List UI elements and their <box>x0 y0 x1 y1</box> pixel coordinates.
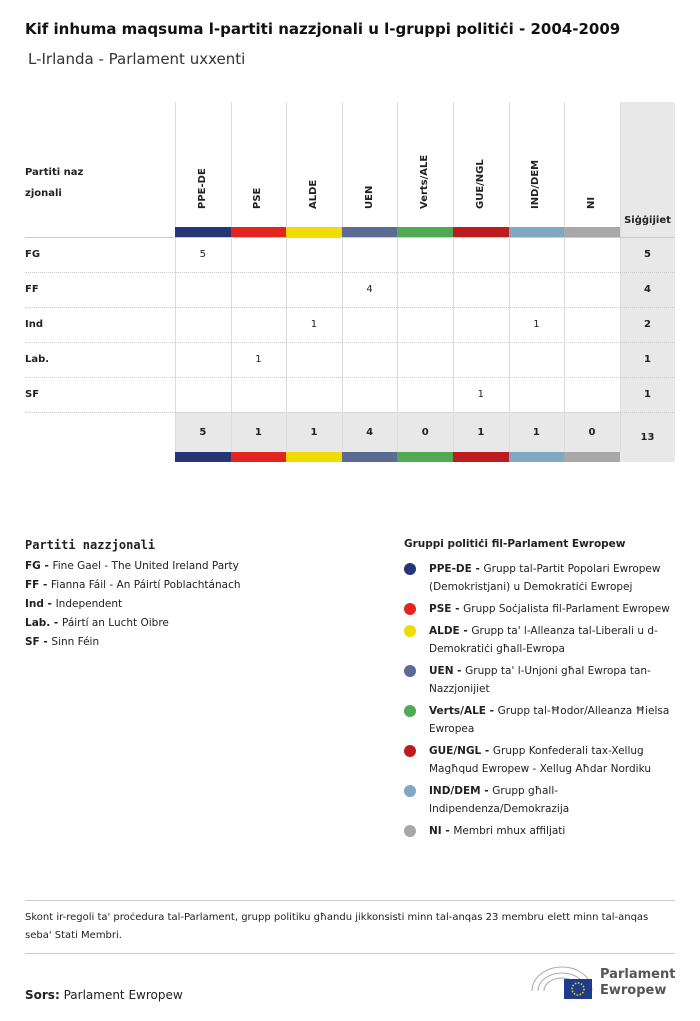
group-abbr: UEN - <box>429 665 466 677</box>
legend-group-item <box>404 662 684 698</box>
divider <box>25 953 675 954</box>
color-bar <box>397 227 453 237</box>
column-total: 0 <box>421 426 429 438</box>
row-header: Partiti nazzjonali <box>25 167 84 199</box>
column-header: ALDE <box>308 179 319 209</box>
chart-title: Kif inhuma maqsuma l-partiti nazzjonali u l-gruppi politiċi - 2004-2009 <box>25 20 621 38</box>
total-header: Siġġijiet <box>624 214 671 226</box>
row-divider <box>25 342 675 343</box>
hemicycle-icon <box>530 963 594 1003</box>
seat-value: 4 <box>366 284 373 295</box>
color-bar <box>231 227 287 237</box>
color-bar <box>342 227 398 237</box>
legend-party-item <box>25 579 241 591</box>
group-abbr: GUE/NGL - <box>429 745 493 757</box>
legend-group-item <box>404 782 684 818</box>
color-bar <box>564 452 620 462</box>
party-name: Fianna Fáil - An Páirtí Poblachtánach <box>51 579 241 591</box>
row-total: 5 <box>644 249 651 260</box>
color-bar <box>175 452 231 462</box>
group-name: Grupp Soċjalista fil-Parlament Ewropew <box>463 603 670 615</box>
group-name: Grupp tal-Ħodor/Alleanza Ħielsa Ewropea <box>429 705 670 735</box>
divider <box>25 900 675 901</box>
column-total: 5 <box>199 426 207 438</box>
color-bar <box>175 227 231 237</box>
group-abbr: PSE - <box>429 603 464 615</box>
column-divider <box>564 102 565 452</box>
legend-groups-title: Gruppi politiċi fil-Parlament Ewropew <box>404 538 626 550</box>
legend-group-item <box>404 560 684 596</box>
column-divider <box>397 102 398 452</box>
legend-groups <box>404 538 684 844</box>
group-name: Membri mhux affiljati <box>453 825 566 837</box>
group-name: Grupp għall-Indipendenza/Demokrazija <box>429 785 570 815</box>
row-divider <box>25 377 675 378</box>
party-abbr: Lab. - <box>25 617 62 629</box>
row-divider <box>25 237 675 238</box>
party-abbr: FF - <box>25 579 52 591</box>
column-total: 1 <box>254 426 262 438</box>
group-color-dot <box>404 705 416 717</box>
column-divider <box>286 102 287 452</box>
group-color-dot <box>404 745 416 757</box>
legend-group-item <box>404 702 684 738</box>
party-name: Fine Gael - The United Ireland Party <box>52 560 239 572</box>
source-label: Sors: <box>25 988 60 1002</box>
column-divider <box>231 102 232 452</box>
group-name: Grupp Konfederali tax-Xellug Magħqud Ewropew - Xellug Aħdar Nordiku <box>429 745 651 775</box>
group-abbr: Verts/ALE - <box>429 705 498 717</box>
party-abbr: SF - <box>25 636 52 648</box>
color-bar <box>453 452 509 462</box>
legend-group-item <box>404 742 684 778</box>
legend-group-item <box>404 822 684 840</box>
group-color-dot <box>404 785 416 797</box>
seat-value: 5 <box>199 249 206 260</box>
column-total: 0 <box>588 426 596 438</box>
party-name: Independent <box>55 598 123 610</box>
color-bar <box>509 227 565 237</box>
group-color-dot <box>404 825 416 837</box>
row-divider <box>25 307 675 308</box>
column-header: PPE-DE <box>196 168 208 209</box>
color-bar <box>231 452 287 462</box>
column-header: UEN <box>363 185 375 209</box>
party-label: Lab. <box>25 354 50 365</box>
group-color-dot <box>404 603 416 615</box>
group-name: Grupp tal-Partit Popolari Ewropew (Demokristjani) u Demokratiċi Ewropej <box>429 563 661 593</box>
group-name: Grupp ta' l-Unjoni għal Ewropa tan-Nazzjonijiet <box>429 665 651 695</box>
party-label: Ind <box>25 319 43 330</box>
party-abbr: Ind - <box>25 598 56 610</box>
party-label: SF <box>25 389 40 400</box>
color-bar <box>286 452 342 462</box>
logo-line1: Parlament <box>600 967 676 982</box>
footnote: Skont ir-regoli ta' proċedura tal-Parlament, grupp politiku għandu jikkonsisti minn tal-anqas 23 membru elett minn tal-anqas seba' Stati Membri. <box>25 912 649 941</box>
column-total: 1 <box>310 426 318 438</box>
legend-group-item <box>404 600 684 618</box>
parliament-logo <box>530 963 680 1003</box>
column-divider <box>509 102 510 452</box>
column-header: PSE <box>252 187 264 209</box>
legend-group-item <box>404 622 684 658</box>
party-label: FG <box>25 249 41 260</box>
row-divider <box>25 412 675 413</box>
seat-value: 1 <box>255 354 262 365</box>
color-bar <box>509 452 565 462</box>
column-header: GUE/NGL <box>474 159 486 209</box>
legend-party-item <box>25 560 241 572</box>
seat-value: 1 <box>533 319 540 330</box>
group-color-dot <box>404 563 416 575</box>
color-bar <box>286 227 342 237</box>
legend-parties-title: Partiti nazzjonali <box>25 538 156 552</box>
group-color-dot <box>404 665 416 677</box>
column-divider <box>175 102 176 452</box>
grand-total: 13 <box>640 431 655 443</box>
seat-value: 1 <box>310 319 318 330</box>
source <box>25 988 183 1002</box>
group-abbr: NI - <box>429 825 454 837</box>
legend-party-item <box>25 617 241 629</box>
group-abbr: IND/DEM - <box>429 785 493 797</box>
group-name: Grupp ta' l-Alleanza tal-Liberali u d-Demokratiċi għall-Ewropa <box>429 625 658 655</box>
seat-value: 1 <box>477 389 484 400</box>
legend-party-item <box>25 598 241 610</box>
source-value: Parlament Ewropew <box>63 988 183 1002</box>
column-header: NI <box>586 196 597 209</box>
column-total: 4 <box>366 426 374 438</box>
party-name: Sinn Féin <box>51 636 100 648</box>
legend-party-item <box>25 636 241 648</box>
logo-line2: Ewropew <box>600 983 667 998</box>
chart-subtitle: L-Irlanda - Parlament uxxenti <box>28 50 246 68</box>
row-total: 1 <box>644 354 651 365</box>
column-header: IND/DEM <box>530 159 542 209</box>
party-name: Páirtí an Lucht Oibre <box>61 617 169 629</box>
row-total: 4 <box>644 284 651 295</box>
color-bar <box>397 452 453 462</box>
color-bar <box>564 227 620 237</box>
party-label: FF <box>25 284 39 295</box>
party-abbr: FG - <box>25 560 53 572</box>
seat-distribution-table <box>25 102 675 462</box>
group-color-dot <box>404 625 416 637</box>
column-total: 1 <box>532 426 540 438</box>
color-bar <box>453 227 509 237</box>
row-total: 1 <box>644 389 651 400</box>
legend-parties <box>25 538 241 655</box>
group-abbr: ALDE - <box>429 625 472 637</box>
color-bar <box>342 452 398 462</box>
column-total: 1 <box>477 426 485 438</box>
group-abbr: PPE-DE - <box>429 563 484 575</box>
column-header: Verts/ALE <box>419 154 431 209</box>
row-total: 2 <box>644 319 651 330</box>
